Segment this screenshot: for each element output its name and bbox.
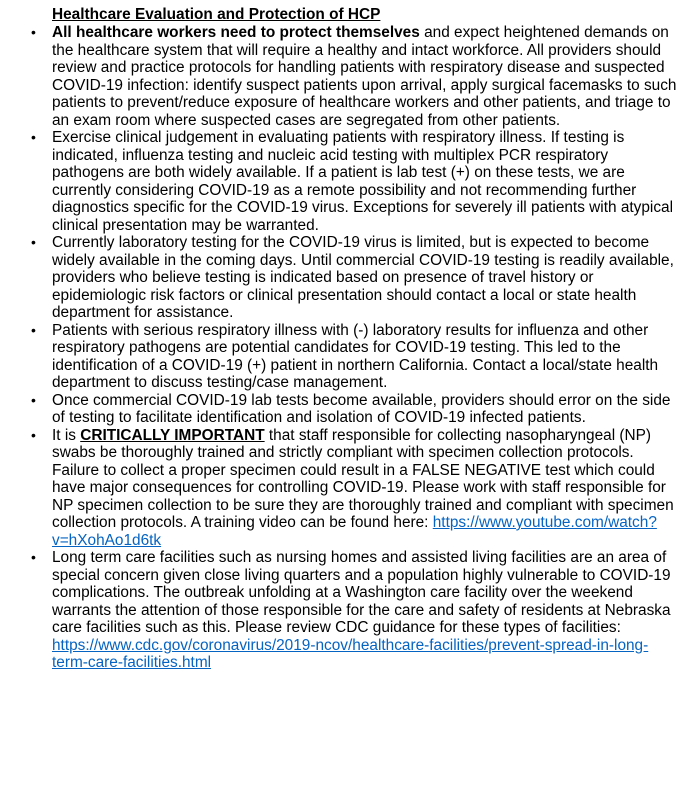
item-text: Long term care facilities such as nursing homes and assisted living facilities are an area of special concern given close living quarters and a population highly vulnerable to COVID-19 complications. The outbreak unfolding at a Washington care facility over the weekend warrants the attention of those responsible for the care and safety of residents at Nebraska care facilities such as this. Please review CDC guidance for these types of facilities: [52, 549, 671, 636]
list-item [28, 392, 682, 427]
bullet-icon: • [31, 426, 36, 443]
list-item [28, 129, 682, 234]
item-text: that staff responsible for collecting nasopharyngeal (NP) swabs be thoroughly trained and strictly compliant with specimen collection protocols. Failure to collect a proper specimen could result in a FALSE NEGATIVE test which could have major consequences for controlling COVID-19. Please work with staff responsible for NP specimen collection to be sure they are thoroughly trained and compliant with specimen collection protocols. A training video can be found here: [52, 426, 674, 531]
bullet-icon: • [31, 391, 36, 408]
item-text: and expect heightened demands on the healthcare system that will require a healthy and intact workforce. All providers should review and practice protocols for handling patients with respiratory disease and suspected COVID-19 infection: identify suspect patients upon arrival, apply surgical facemasks to such patients to prevent/reduce exposure of healthcare workers and other patients, and triage to an exam room where suspected cases are segregated from other patients. [52, 24, 677, 129]
bullet-list [28, 24, 682, 672]
item-text: Currently laboratory testing for the COVID-19 virus is limited, but is expected to become widely available in the coming days. Until commercial COVID-19 testing is readily available, providers who believe testing is indicated based on presence of travel history or epidemiologic risk factors or clinical presentation should contact a local or state health department for assistance. [52, 234, 674, 321]
cdc-guidance-link[interactable]: https://www.cdc.gov/coronavirus/2019-ncov/healthcare-facilities/prevent-spread-in-long-term-care-facilities.html [52, 636, 649, 671]
list-item [28, 24, 682, 129]
bullet-icon: • [31, 321, 36, 338]
bullet-icon: • [31, 129, 36, 145]
list-item [28, 427, 682, 550]
item-text: Once commercial COVID-19 lab tests become available, providers should error on the side of testing to facilitate identification and isolation of COVID-19 infected patients. [52, 391, 671, 426]
bullet-icon: • [31, 549, 36, 565]
bullet-icon: • [31, 234, 36, 250]
item-pre-text: It is [52, 426, 81, 444]
bold-lead-text: All healthcare workers need to protect themselves [52, 24, 420, 41]
item-text: Exercise clinical judgement in evaluating patients with respiratory illness. If testing is indicated, influenza testing and nucleic acid testing with multiplex PCR respiratory pathogens are both widely available. If a patient is lab test (+) on these tests, we are currently considering COVID-19 as a remote possibility and not recommending further diagnostics specific for the COVID-19 virus. Exceptions for severely ill patients with atypical clinical presentation may be warranted. [52, 129, 674, 234]
list-item [28, 234, 682, 322]
section-heading: Healthcare Evaluation and Protection of HCP [52, 6, 381, 23]
item-text: Patients with serious respiratory illness with (-) laboratory results for influenza and other respiratory pathogens are potential candidates for COVID-19 testing. This led to the identification of a COVID-19 (+) patient in northern California. Contact a local/state health department to discuss testing/case management. [52, 321, 659, 391]
training-video-link[interactable]: https://www.youtube.com/watch?v=hXohAo1d6tk [52, 514, 657, 549]
list-item [28, 549, 682, 672]
bullet-icon: • [31, 24, 36, 40]
critical-emphasis: CRITICALLY IMPORTANT [80, 426, 265, 444]
list-item [28, 322, 682, 392]
